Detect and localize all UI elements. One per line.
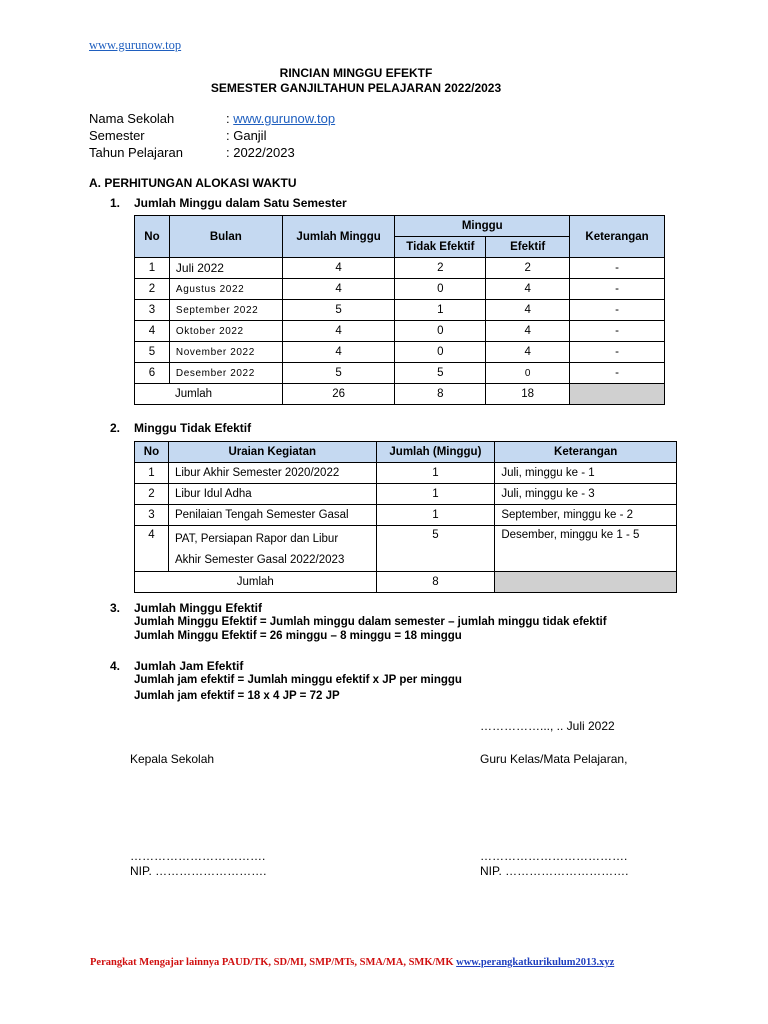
document-title-line-1: RINCIAN MINGGU EFEKTF xyxy=(279,66,433,80)
table-row xyxy=(135,363,665,384)
info-value: : Ganjil xyxy=(226,128,267,143)
cell-jumlah: 4 xyxy=(282,258,395,279)
cell-tidak-efektif: 0 xyxy=(395,342,486,363)
header-no: No xyxy=(135,442,169,463)
cell-jumlah: 1 xyxy=(376,463,495,484)
signature-date: ……………..., .. Juli 2022 xyxy=(480,719,615,733)
total-keterangan-empty xyxy=(570,384,665,405)
total-jumlah: 26 xyxy=(282,384,395,405)
uraian-line-2: Akhir Semester Gasal 2022/2023 xyxy=(174,554,345,566)
subheading-number: 1. xyxy=(110,196,121,210)
signer-guru-kelas: Guru Kelas/Mata Pelajaran, xyxy=(480,752,628,766)
subheading-number: 3. xyxy=(110,601,121,615)
cell-efektif: 4 xyxy=(486,321,570,342)
subheading-text: Jumlah Minggu Efektif xyxy=(134,601,263,615)
cell-uraian xyxy=(168,526,376,572)
cell-tidak-efektif: 5 xyxy=(395,363,486,384)
total-label: Jumlah xyxy=(135,572,377,593)
cell-jumlah: 5 xyxy=(282,300,395,321)
header-jumlah: Jumlah (Minggu) xyxy=(376,442,495,463)
top-website-link[interactable]: www.gurunow.top xyxy=(89,38,182,52)
footer xyxy=(90,957,614,968)
cell-no: 3 xyxy=(135,505,169,526)
formula-minggu-efektif: Jumlah Minggu Efektif = Jumlah minggu dalam semester – jumlah minggu tidak efektif xyxy=(134,616,607,628)
total-label: Jumlah xyxy=(135,384,283,405)
cell-jumlah: 4 xyxy=(282,342,395,363)
cell-bulan: Agustus 2022 xyxy=(169,279,282,300)
table-row xyxy=(135,505,677,526)
info-label: Tahun Pelajaran xyxy=(89,145,183,160)
cell-jumlah: 5 xyxy=(376,526,495,572)
non-effective-weeks-table xyxy=(134,441,677,593)
header-no: No xyxy=(135,216,170,258)
signature-line-right: ………………………………. xyxy=(480,849,628,863)
info-nama-sekolah xyxy=(89,111,335,126)
footer-text: Perangkat Mengajar lainnya PAUD/TK, SD/MI, SMP/MTs, SMA/MA, SMK/MK xyxy=(90,957,457,968)
cell-no: 2 xyxy=(135,484,169,505)
cell-keterangan: - xyxy=(570,300,665,321)
header-efektif: Efektif xyxy=(486,237,570,258)
subheading-number: 2. xyxy=(110,421,121,435)
cell-keterangan: Desember, minggu ke 1 - 5 xyxy=(495,526,677,572)
signature-line-left: ……………………………. xyxy=(130,849,266,863)
section-a-heading: A. PERHITUNGAN ALOKASI WAKTU xyxy=(89,176,297,190)
nip-right: NIP. …………………………. xyxy=(480,864,629,878)
document-title-line-2: SEMESTER GANJILTAHUN PELAJARAN 2022/2023 xyxy=(210,81,502,95)
cell-no: 3 xyxy=(135,300,170,321)
table-row xyxy=(135,258,665,279)
signer-kepala-sekolah: Kepala Sekolah xyxy=(130,752,215,766)
table-row xyxy=(135,279,665,300)
cell-no: 6 xyxy=(135,363,170,384)
header-uraian: Uraian Kegiatan xyxy=(168,442,376,463)
cell-keterangan: Juli, minggu ke - 3 xyxy=(495,484,677,505)
cell-bulan: Oktober 2022 xyxy=(169,321,282,342)
header-minggu: Minggu xyxy=(395,216,570,237)
header-bulan: Bulan xyxy=(169,216,282,258)
header-keterangan: Keterangan xyxy=(570,216,665,258)
cell-jumlah: 5 xyxy=(282,363,395,384)
cell-keterangan: Juli, minggu ke - 1 xyxy=(495,463,677,484)
cell-tidak-efektif: 0 xyxy=(395,321,486,342)
table-row xyxy=(135,484,677,505)
table-row xyxy=(135,300,665,321)
cell-bulan: Desember 2022 xyxy=(169,363,282,384)
subheading-1 xyxy=(110,196,347,210)
cell-uraian: Penilaian Tengah Semester Gasal xyxy=(168,505,376,526)
info-semester xyxy=(89,128,266,143)
total-jumlah: 8 xyxy=(376,572,495,593)
cell-tidak-efektif: 2 xyxy=(395,258,486,279)
formula-minggu-efektif-result: Jumlah Minggu Efektif = 26 minggu – 8 minggu = 18 minggu xyxy=(134,630,462,642)
nip-left: NIP. ………………………. xyxy=(130,864,267,878)
cell-bulan: Juli 2022 xyxy=(169,258,282,279)
table-row xyxy=(135,342,665,363)
cell-uraian: Libur Akhir Semester 2020/2022 xyxy=(168,463,376,484)
cell-efektif: 4 xyxy=(486,300,570,321)
cell-efektif: 4 xyxy=(486,279,570,300)
subheading-text: Jumlah Jam Efektif xyxy=(134,659,244,673)
cell-bulan: September 2022 xyxy=(169,300,282,321)
cell-tidak-efektif: 1 xyxy=(395,300,486,321)
total-tidak-efektif: 8 xyxy=(395,384,486,405)
formula-jam-efektif-result: Jumlah jam efektif = 18 x 4 JP = 72 JP xyxy=(134,690,340,702)
header-jumlah-minggu: Jumlah Minggu xyxy=(282,216,395,258)
school-website-link[interactable]: www.gurunow.top xyxy=(233,111,336,126)
footer-link[interactable]: www.perangkatkurikulum2013.xyz xyxy=(456,957,615,968)
cell-jumlah: 4 xyxy=(282,321,395,342)
total-efektif: 18 xyxy=(486,384,570,405)
weeks-per-semester-table xyxy=(134,215,665,405)
cell-no: 4 xyxy=(135,321,170,342)
cell-efektif: 2 xyxy=(486,258,570,279)
cell-bulan: November 2022 xyxy=(169,342,282,363)
subheading-text: Minggu Tidak Efektif xyxy=(134,421,252,435)
cell-efektif: 4 xyxy=(486,342,570,363)
cell-keterangan: - xyxy=(570,363,665,384)
info-tahun-pelajaran xyxy=(89,145,295,160)
cell-tidak-efektif: 0 xyxy=(395,279,486,300)
cell-no: 2 xyxy=(135,279,170,300)
subheading-2 xyxy=(110,421,251,435)
cell-no: 1 xyxy=(135,463,169,484)
cell-keterangan: - xyxy=(570,321,665,342)
uraian-line-1: PAT, Persiapan Rapor dan Libur xyxy=(174,533,339,545)
table-total-row xyxy=(135,384,665,405)
cell-no: 4 xyxy=(135,526,169,572)
cell-keterangan: - xyxy=(570,279,665,300)
table-row xyxy=(135,526,677,572)
cell-keterangan: - xyxy=(570,258,665,279)
cell-jumlah: 1 xyxy=(376,505,495,526)
table-total-row xyxy=(135,572,677,593)
formula-jam-efektif: Jumlah jam efektif = Jumlah minggu efektif x JP per minggu xyxy=(134,674,462,686)
header-keterangan: Keterangan xyxy=(495,442,677,463)
cell-uraian: Libur Idul Adha xyxy=(168,484,376,505)
cell-jumlah: 4 xyxy=(282,279,395,300)
subheading-3 xyxy=(110,601,262,615)
info-label: Semester xyxy=(89,128,145,143)
info-label: Nama Sekolah xyxy=(89,111,175,126)
cell-keterangan: - xyxy=(570,342,665,363)
cell-jumlah: 1 xyxy=(376,484,495,505)
info-value: : 2022/2023 xyxy=(226,145,295,160)
table-row xyxy=(135,463,677,484)
cell-efektif: 0 xyxy=(486,363,570,384)
info-colon: : xyxy=(226,111,234,126)
total-keterangan-empty xyxy=(495,572,677,593)
subheading-number: 4. xyxy=(110,659,121,673)
cell-no: 1 xyxy=(135,258,170,279)
cell-keterangan: September, minggu ke - 2 xyxy=(495,505,677,526)
subheading-text: Jumlah Minggu dalam Satu Semester xyxy=(134,196,347,210)
table-row xyxy=(135,321,665,342)
subheading-4 xyxy=(110,659,243,673)
header-tidak-efektif: Tidak Efektif xyxy=(395,237,486,258)
cell-no: 5 xyxy=(135,342,170,363)
